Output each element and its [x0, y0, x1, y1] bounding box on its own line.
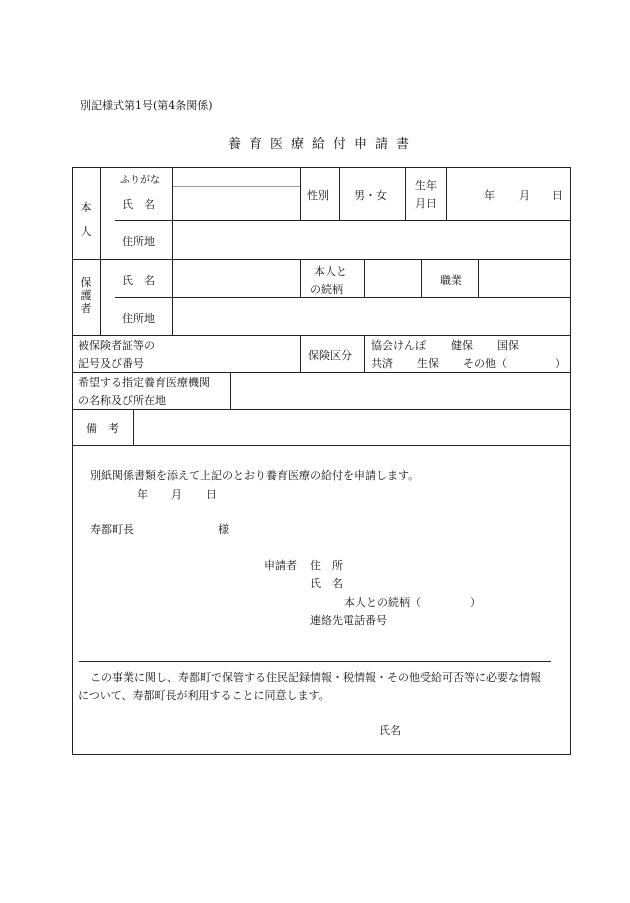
rule-insurance-label	[300, 335, 301, 372]
rule-honnin-address	[115, 220, 571, 221]
furigana-label: ふりがな	[120, 175, 160, 186]
outer-border-left	[72, 167, 73, 755]
job-label: 職業	[440, 274, 462, 287]
guardian-name-field[interactable]	[174, 261, 299, 296]
insurance-number-field[interactable]	[174, 337, 299, 371]
rule-gender-left	[300, 167, 301, 220]
honnin-section-label: 本人	[80, 201, 92, 238]
rule-relation-left	[300, 259, 301, 297]
rule-relation-mid	[364, 259, 365, 297]
honnin-name-label: 氏 名	[122, 198, 155, 211]
form-reference: 別記様式第1号(第4条関係)	[80, 99, 213, 112]
hospital-label-line1: 希望する指定養育医療機関	[78, 376, 210, 389]
insurance-label-line1: 被保険者証等の	[78, 339, 155, 352]
rule-birth-mid	[446, 167, 447, 220]
outer-border-bottom	[72, 754, 571, 755]
consent-name-label: 氏名	[379, 724, 401, 737]
rule-gender-mid	[339, 167, 340, 220]
rule-furigana	[173, 186, 300, 187]
rule-guardian-address	[115, 297, 571, 298]
birth-year-label: 年	[484, 189, 495, 202]
guardian-name-label: 氏 名	[122, 274, 155, 287]
rule-guardian-top	[72, 259, 571, 260]
option-kokuho[interactable]: 国保	[497, 339, 519, 352]
relation-label-line1: 本人と	[314, 265, 347, 278]
rule-insurance-type	[364, 335, 365, 372]
application-date-month: 月	[171, 488, 182, 501]
option-kyokai-kenpo[interactable]: 協会けんぽ	[371, 339, 426, 352]
rule-hospital-top	[72, 372, 571, 373]
remarks-label: 備 考	[86, 422, 119, 435]
outer-border-right	[570, 167, 571, 755]
hospital-field[interactable]	[232, 374, 569, 408]
applicant-phone-label: 連絡先電話番号	[310, 614, 387, 627]
gender-label: 性別	[307, 189, 329, 202]
option-kenpo[interactable]: 健保	[451, 339, 473, 352]
guardian-address-label: 住所地	[122, 312, 155, 325]
honnin-address-label: 住所地	[122, 235, 155, 248]
option-kyosai[interactable]: 共済	[371, 357, 393, 370]
honnin-name-field[interactable]	[174, 188, 299, 219]
application-date-year: 年	[137, 488, 148, 501]
application-date-day: 日	[206, 488, 217, 501]
rule-application-top	[72, 445, 571, 446]
guardian-section-label: 保護者	[80, 276, 92, 315]
option-other[interactable]: その他（	[463, 357, 507, 370]
birth-day-label: 日	[552, 189, 563, 202]
job-field[interactable]	[480, 261, 569, 296]
applicant-address-label: 住 所	[310, 559, 343, 572]
consent-text-line2: について、寿都町長が利用することに同意します。	[78, 689, 330, 702]
addressee: 寿都町長	[90, 523, 134, 536]
rule-job-left	[421, 259, 422, 297]
rule-birth-left	[405, 167, 406, 220]
gender-value[interactable]: 男・女	[354, 189, 387, 202]
rule-remarks-label	[133, 409, 134, 445]
relation-field[interactable]	[366, 261, 420, 296]
rule-label-col	[172, 167, 173, 335]
rule-section-col	[100, 167, 101, 335]
applicant-relation-close: ）	[470, 596, 481, 609]
outer-border-top	[72, 167, 571, 168]
applicant-label: 申請者	[264, 559, 297, 572]
consent-text-line1: この事業に関し、寿都町で保管する住民記録情報・税情報・その他受給可否等に必要な情報	[90, 671, 541, 684]
guardian-address-field[interactable]	[174, 299, 569, 334]
furigana-field[interactable]	[174, 168, 299, 185]
rule-hospital-label	[230, 372, 231, 409]
option-other-close: ）	[555, 357, 566, 370]
insurance-type-label: 保険区分	[308, 349, 352, 362]
remarks-field[interactable]	[135, 411, 569, 444]
consent-signature-field[interactable]	[405, 716, 565, 738]
relation-label-line2: の続柄	[310, 283, 343, 296]
birth-label-line2: 月日	[415, 197, 437, 210]
option-seiho[interactable]: 生保	[417, 357, 439, 370]
rule-job-mid	[478, 259, 479, 297]
hospital-label-line2: の名称及び所在地	[78, 394, 166, 407]
insurance-label-line2: 記号及び番号	[78, 357, 144, 370]
birth-month-label: 月	[519, 189, 530, 202]
applicant-relation-label: 本人との続柄（	[344, 596, 421, 609]
honnin-address-field[interactable]	[174, 222, 569, 258]
rule-insurance-top	[72, 335, 571, 336]
rule-consent-top	[79, 661, 551, 662]
application-statement: 別紙関係書類を添えて上記のとおり養育医療の給付を申請します。	[90, 469, 420, 482]
addressee-honorific: 様	[218, 523, 229, 536]
form-title: 養育医療給付申請書	[228, 137, 418, 152]
applicant-name-label: 氏 名	[310, 577, 343, 590]
rule-remarks-top	[72, 409, 571, 410]
birth-label-line1: 生年	[415, 179, 437, 192]
